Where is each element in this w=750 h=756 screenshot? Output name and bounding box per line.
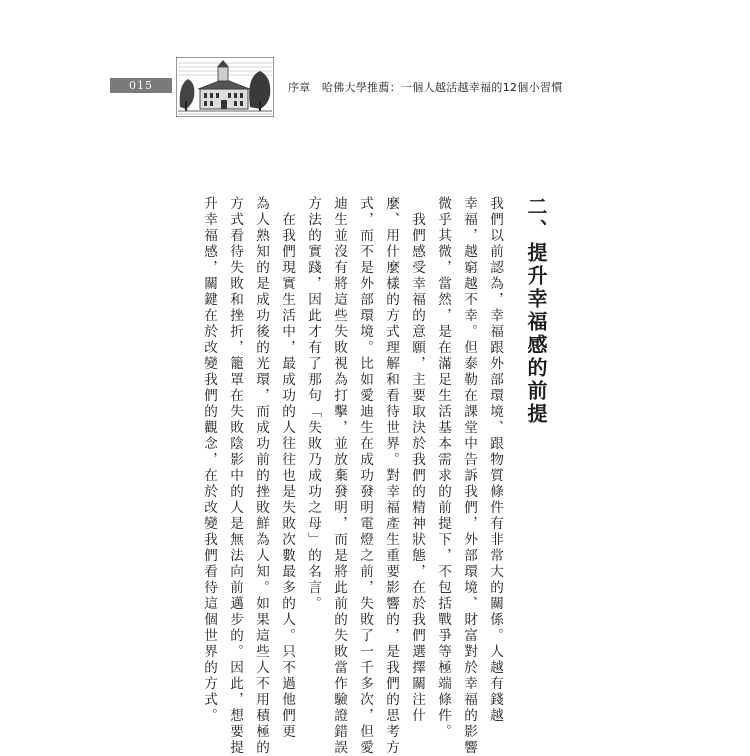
body-column-2: 幸福，越窮越不幸。但泰勒在課堂中告訴我們，外部環境、財富對於幸福的影響	[461, 196, 477, 756]
page-number: 015	[129, 79, 153, 92]
building-illustration	[176, 57, 274, 117]
body-column-12: 升幸福感，關鍵在於改變我們的觀念，在於改變我們看待這個世界的方式。	[201, 196, 217, 724]
body-column-8: 方法的實踐，因此才有了那句「失敗乃成功之母」的名言。	[305, 196, 321, 612]
body-column-10: 為人熟知的是成功後的光環，而成功前的挫敗鮮為人知。如果這些人不用積極的	[253, 196, 269, 756]
page-number-badge	[110, 78, 172, 93]
body-column-7: 迪生並沒有將這些失敗視為打擊，並放棄發明，而是將此前的失敗當作驗證錯誤	[331, 196, 347, 756]
body-column-9: 在我們現實生活中，最成功的人往往也是失敗次數最多的人。只不過他們更	[279, 196, 295, 740]
body-column-3: 微乎其微，當然，是在滿足生活基本需求的前提下，不包括戰爭等極端條件。	[435, 196, 451, 740]
body-column-11: 方式看待失敗和挫折，籠罩在失敗陰影中的人是無法向前邁步的。因此，想要提	[227, 196, 243, 756]
body-column-6: 式，而不是外部環境。比如愛迪生在成功發明電燈之前，失敗了一千多次，但愛	[357, 196, 373, 756]
chapter-title: 序章 哈佛大學推薦：一個人越活越幸福的12個小習慣	[288, 81, 563, 94]
body-column-4: 我們感受幸福的意願，主要取決於我們的精神狀態，在於我們選擇關注什	[409, 196, 425, 724]
body-column-5: 麼、用什麼樣的方式理解和看待世界。對幸福產生重要影響的，是我們的思考方	[383, 196, 399, 756]
body-column-1: 我們以前認為，幸福跟外部環境、跟物質條件有非常大的關係。人越有錢越	[487, 196, 503, 724]
section-heading: 二、提升幸福感的前提	[524, 196, 548, 426]
